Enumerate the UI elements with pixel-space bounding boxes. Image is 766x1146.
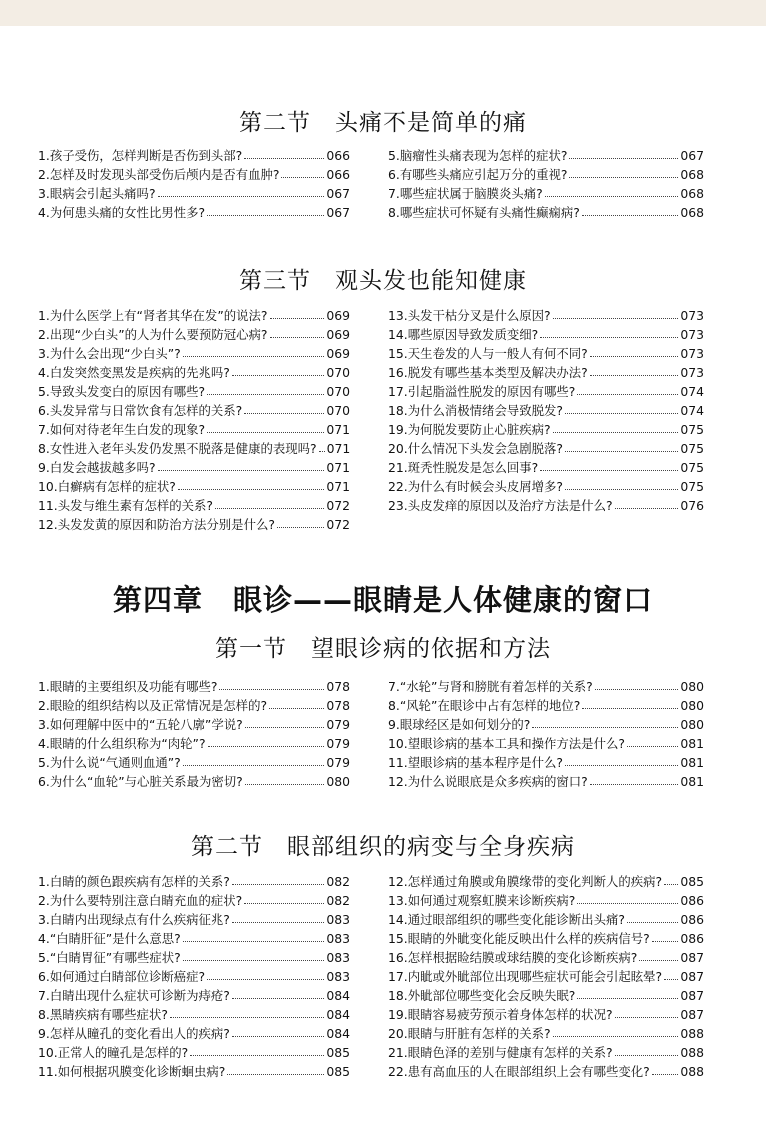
toc-entry: [388, 696, 704, 715]
toc-entry: [388, 1005, 704, 1024]
toc-page-number: 087: [680, 988, 704, 1003]
toc-question: 9.怎样从瞳孔的变化看出人的疾病?: [38, 1026, 230, 1041]
toc-leader-dots: [615, 1017, 679, 1018]
toc-page-number: 078: [326, 698, 350, 713]
toc-leader-dots: [565, 451, 678, 452]
toc-page-number: 088: [680, 1045, 704, 1060]
toc-page-number: 073: [680, 327, 704, 342]
toc-question: 17.内眦或外眦部位出现哪些症状可能会引起眩晕?: [388, 969, 663, 984]
toc-leader-dots: [582, 215, 678, 216]
toc-question: 7.白睛出现什么症状可诊断为痔疮?: [38, 988, 230, 1003]
toc-entry: [38, 325, 350, 344]
toc-entry: [38, 203, 350, 222]
toc-question: 20.什么情况下头发会急剧脱落?: [388, 441, 563, 456]
toc-entry: [38, 753, 350, 772]
toc-entry: [38, 696, 350, 715]
toc-leader-dots: [227, 1074, 324, 1075]
toc-left-column: [38, 306, 350, 534]
toc-leader-dots: [590, 375, 679, 376]
toc-question: 11.如何根据巩膜变化诊断蛔虫病?: [38, 1064, 226, 1079]
toc-leader-dots: [232, 884, 324, 885]
toc-entry: [38, 715, 350, 734]
toc-page-number: 071: [326, 422, 350, 437]
toc-leader-dots: [577, 903, 678, 904]
toc-entry: [388, 184, 704, 203]
toc-question: 6.如何通过白睛部位诊断癌症?: [38, 969, 206, 984]
toc-leader-dots: [215, 508, 324, 509]
toc-question: 9.白发会越拔越多吗?: [38, 460, 156, 475]
toc-leader-dots: [577, 998, 678, 999]
toc-question: 3.为什么会出现“少白头”?: [38, 346, 181, 361]
toc-page-number: 085: [326, 1045, 350, 1060]
toc-question: 4.“白睛肝征”是什么意思?: [38, 931, 181, 946]
toc-page-number: 080: [680, 717, 704, 732]
toc-question: 10.望眼诊病的基本工具和操作方法是什么?: [388, 736, 625, 751]
toc-question: 6.有哪些头痛应引起万分的重视?: [388, 167, 568, 182]
toc-leader-dots: [158, 470, 325, 471]
toc-leader-dots: [532, 727, 678, 728]
toc-leader-dots: [232, 922, 324, 923]
toc-leader-dots: [627, 922, 678, 923]
toc-question: 12.头发发黄的原因和防治方法分别是什么?: [38, 517, 275, 532]
toc-entry: [388, 1043, 704, 1062]
toc-leader-dots: [232, 375, 324, 376]
toc-question: 4.白发突然变黑发是疾病的先兆吗?: [38, 365, 230, 380]
toc-page-number: 069: [326, 308, 350, 323]
toc-page-number: 083: [326, 950, 350, 965]
toc-entry: [38, 306, 350, 325]
toc-leader-dots: [553, 318, 679, 319]
toc-entry: [388, 203, 704, 222]
toc-leader-dots: [582, 708, 678, 709]
toc-leader-dots: [245, 784, 325, 785]
toc-leader-dots: [565, 765, 678, 766]
toc-question: 5.导致头发变白的原因有哪些?: [38, 384, 206, 399]
toc-page-number: 085: [680, 874, 704, 889]
toc-page-number: 073: [680, 346, 704, 361]
toc-question: 7.“水轮”与肾和膀胱有着怎样的关系?: [388, 679, 593, 694]
toc-question: 19.为何脱发要防止心脏疾病?: [388, 422, 551, 437]
toc-leader-dots: [595, 689, 679, 690]
toc-leader-dots: [245, 727, 325, 728]
toc-entry: [388, 1024, 704, 1043]
toc-entry: [38, 1043, 350, 1062]
toc-page-number: 067: [326, 186, 350, 201]
toc-right-column: [388, 146, 704, 222]
section-title: 第三节 观头发也能知健康: [239, 268, 527, 294]
toc-entry: [388, 146, 704, 165]
toc-question: 2.怎样及时发现头部受伤后颅内是否有血肿?: [38, 167, 280, 182]
toc-page-number: 071: [326, 460, 350, 475]
toc-page-number: 066: [326, 167, 350, 182]
toc-right-column: [388, 872, 704, 1081]
toc-page-number: 079: [326, 717, 350, 732]
toc-leader-dots: [232, 998, 324, 999]
toc-question: 1.白睛的颜色跟疾病有怎样的关系?: [38, 874, 230, 889]
section-title: 第二节 头痛不是简单的痛: [239, 110, 527, 136]
toc-entry: [38, 734, 350, 753]
toc-page-number: 069: [326, 327, 350, 342]
toc-page-number: 081: [680, 774, 704, 789]
toc-question: 6.头发异常与日常饮食有怎样的关系?: [38, 403, 243, 418]
toc-question: 12.为什么说眼底是众多疾病的窗口?: [388, 774, 588, 789]
toc-entry: [38, 439, 350, 458]
toc-page-number: 082: [326, 893, 350, 908]
toc-question: 4.眼睛的什么组织称为“肉轮”?: [38, 736, 206, 751]
toc-leader-dots: [232, 1036, 324, 1037]
toc-page-number: 068: [680, 186, 704, 201]
toc-question: 2.出现“少白头”的人为什么要预防冠心病?: [38, 327, 268, 342]
toc-page-number: 080: [680, 679, 704, 694]
toc-page-number: 081: [680, 755, 704, 770]
chapter-title: 第四章 眼诊——眼睛是人体健康的窗口: [112, 583, 653, 617]
toc-leader-dots: [553, 432, 679, 433]
toc-left-column: [38, 677, 350, 791]
toc-leader-dots: [207, 215, 324, 216]
toc-page-number: 087: [680, 950, 704, 965]
toc-page-number: 088: [680, 1026, 704, 1041]
toc-question: 16.怎样根据睑结膜或球结膜的变化诊断疾病?: [388, 950, 638, 965]
toc-question: 8.黑睛疾病有哪些症状?: [38, 1007, 168, 1022]
toc-question: 22.患有高血压的人在眼部组织上会有哪些变化?: [388, 1064, 650, 1079]
toc-entry: [388, 772, 704, 791]
toc-page-number: 075: [680, 441, 704, 456]
toc-entry: [38, 1024, 350, 1043]
toc-leader-dots: [664, 979, 678, 980]
toc-question: 21.斑秃性脱发是怎么回事?: [388, 460, 539, 475]
toc-leader-dots: [281, 177, 324, 178]
toc-question: 3.白睛内出现绿点有什么疾病征兆?: [38, 912, 230, 927]
toc-page-number: 070: [326, 384, 350, 399]
toc-leader-dots: [540, 337, 678, 338]
toc-question: 14.通过眼部组织的哪些变化能诊断出头痛?: [388, 912, 625, 927]
toc-page-number: 070: [326, 365, 350, 380]
toc-entry: [388, 1062, 704, 1081]
toc-page-number: 071: [326, 441, 351, 456]
toc-leader-dots: [270, 318, 325, 319]
toc-question: 17.引起脂溢性脱发的原因有哪些?: [388, 384, 576, 399]
toc-page-number: 068: [680, 167, 704, 182]
toc-leader-dots: [183, 765, 325, 766]
toc-page-number: 083: [326, 931, 350, 946]
toc-entry: [388, 477, 704, 496]
toc-leader-dots: [569, 177, 678, 178]
section-title: 第二节 眼部组织的病变与全身疾病: [191, 834, 575, 860]
toc-page-number: 086: [680, 912, 704, 927]
toc-entry: [388, 677, 704, 696]
toc-question: 8.哪些症状可怀疑有头痛性癫痫病?: [388, 205, 580, 220]
toc-leader-dots: [565, 413, 678, 414]
toc-entry: [388, 165, 704, 184]
toc-entry: [38, 363, 350, 382]
toc-question: 16.脱发有哪些基本类型及解决办法?: [388, 365, 588, 380]
toc-question: 5.“白睛胃征”有哪些症状?: [38, 950, 181, 965]
toc-leader-dots: [170, 1017, 324, 1018]
toc-page-number: 075: [680, 479, 704, 494]
toc-question: 2.眼睑的组织结构以及正常情况是怎样的?: [38, 698, 268, 713]
toc-page-number: 087: [680, 1007, 704, 1022]
toc-page-number: 079: [326, 755, 350, 770]
toc-question: 11.头发与维生素有怎样的关系?: [38, 498, 213, 513]
toc-entry: [388, 325, 704, 344]
toc-entry: [388, 401, 704, 420]
toc-page-number: 073: [680, 308, 704, 323]
toc-page-number: 088: [680, 1064, 704, 1079]
toc-entry: [38, 929, 350, 948]
toc-entry: [38, 948, 350, 967]
toc-entry: [388, 891, 704, 910]
toc-leader-dots: [183, 356, 325, 357]
toc-question: 8.“风轮”在眼诊中占有怎样的地位?: [388, 698, 581, 713]
toc-entry: [38, 477, 350, 496]
toc-page-number: 076: [680, 498, 704, 513]
toc-leader-dots: [590, 784, 679, 785]
toc-question: 18.为什么消极情绪会导致脱发?: [388, 403, 563, 418]
toc-question: 15.天生卷发的人与一般人有何不同?: [388, 346, 588, 361]
toc-leader-dots: [590, 356, 679, 357]
toc-entry: [38, 401, 350, 420]
toc-entry: [38, 146, 350, 165]
toc-leader-dots: [553, 1036, 679, 1037]
toc-question: 1.孩子受伤，怎样判断是否伤到头部?: [38, 148, 243, 163]
toc-leader-dots: [269, 708, 324, 709]
toc-leader-dots: [270, 337, 325, 338]
toc-question: 3.如何理解中医中的“五轮八廓”学说?: [38, 717, 243, 732]
toc-question: 10.正常人的瞳孔是怎样的?: [38, 1045, 189, 1060]
toc-entry: [388, 715, 704, 734]
toc-entry: [38, 496, 350, 515]
toc-page-number: 072: [326, 517, 350, 532]
toc-question: 11.望眼诊病的基本程序是什么?: [388, 755, 563, 770]
toc-left-column: [38, 872, 350, 1081]
toc-page-number: 073: [680, 365, 704, 380]
toc-entry: [38, 772, 350, 791]
toc-page-number: 074: [680, 403, 704, 418]
toc-page-number: 083: [326, 912, 350, 927]
toc-question: 7.哪些症状属于脑膜炎头痛?: [388, 186, 543, 201]
toc-entry: [388, 363, 704, 382]
section-title: 第一节 望眼诊病的依据和方法: [215, 636, 551, 662]
toc-entry: [388, 929, 704, 948]
toc-leader-dots: [190, 1055, 324, 1056]
toc-entry: [388, 458, 704, 477]
toc-page-number: 084: [326, 988, 350, 1003]
toc-question: 8.女性进入老年头发仍发黑不脱落是健康的表现吗?: [38, 441, 317, 456]
toc-page-number: 072: [326, 498, 350, 513]
toc-right-column: [388, 677, 704, 791]
toc-page-number: 070: [326, 403, 350, 418]
toc-leader-dots: [277, 527, 324, 528]
toc-question: 2.为什么要特别注意白睛充血的症状?: [38, 893, 243, 908]
toc-page-number: 066: [326, 148, 350, 163]
toc-page-number: 074: [680, 384, 704, 399]
toc-entry: [38, 458, 350, 477]
toc-entry: [388, 382, 704, 401]
toc-page-number: 069: [326, 346, 350, 361]
toc-entry: [388, 872, 704, 891]
toc-question: 5.为什么说“气通则血通”?: [38, 755, 181, 770]
toc-page-number: 084: [326, 1007, 350, 1022]
toc-entry: [38, 1005, 350, 1024]
toc-page-number: 081: [680, 736, 704, 751]
toc-question: 18.外眦部位哪些变化会反映失眠?: [388, 988, 576, 1003]
toc-entry: [38, 677, 350, 696]
toc-entry: [388, 948, 704, 967]
toc-leader-dots: [183, 941, 325, 942]
toc-leader-dots: [569, 158, 678, 159]
toc-question: 13.如何通过观察虹膜来诊断疾病?: [388, 893, 576, 908]
toc-left-column: [38, 146, 350, 222]
toc-entry: [38, 344, 350, 363]
toc-page-number: 071: [326, 479, 350, 494]
toc-question: 23.头皮发痒的原因以及治疗方法是什么?: [388, 498, 613, 513]
toc-leader-dots: [639, 960, 678, 961]
toc-question: 14.哪些原因导致发质变细?: [388, 327, 539, 342]
toc-page-number: 075: [680, 422, 704, 437]
toc-question: 3.眼病会引起头痛吗?: [38, 186, 156, 201]
toc-page-number: 075: [680, 460, 704, 475]
toc-page-number: 067: [326, 205, 350, 220]
toc-leader-dots: [208, 746, 325, 747]
toc-leader-dots: [664, 884, 678, 885]
toc-entry: [38, 910, 350, 929]
toc-question: 9.眼球经区是如何划分的?: [388, 717, 531, 732]
toc-page-number: 085: [326, 1064, 350, 1079]
toc-entry: [38, 165, 350, 184]
toc-leader-dots: [244, 903, 324, 904]
toc-leader-dots: [565, 489, 678, 490]
toc-leader-dots: [319, 451, 325, 452]
toc-leader-dots: [652, 1074, 679, 1075]
toc-question: 6.为什么“血轮”与心脏关系最为密切?: [38, 774, 243, 789]
toc-leader-dots: [207, 432, 324, 433]
toc-leader-dots: [545, 196, 679, 197]
toc-entry: [38, 1062, 350, 1081]
toc-question: 12.怎样通过角膜或角膜缘带的变化判断人的疾病?: [388, 874, 663, 889]
toc-question: 4.为何患头痛的女性比男性多?: [38, 205, 206, 220]
toc-entry: [388, 734, 704, 753]
toc-leader-dots: [244, 158, 324, 159]
toc-entry: [388, 910, 704, 929]
toc-entry: [388, 420, 704, 439]
toc-entry: [388, 306, 704, 325]
toc-question: 5.脑瘤性头痛表现为怎样的症状?: [388, 148, 568, 163]
toc-question: 21.眼睛色泽的差别与健康有怎样的关系?: [388, 1045, 613, 1060]
toc-leader-dots: [615, 1055, 679, 1056]
toc-right-column: [388, 306, 704, 515]
toc-page-number: 067: [680, 148, 704, 163]
toc-entry: [388, 753, 704, 772]
toc-page-number: 086: [680, 931, 704, 946]
toc-page-number: 087: [680, 969, 704, 984]
toc-entry: [388, 496, 704, 515]
toc-entry: [388, 439, 704, 458]
toc-leader-dots: [183, 960, 325, 961]
toc-page-number: 079: [326, 736, 350, 751]
toc-entry: [38, 891, 350, 910]
page-top-band: [0, 0, 766, 26]
toc-entry: [38, 967, 350, 986]
toc-leader-dots: [652, 941, 679, 942]
toc-question: 20.眼睛与肝脏有怎样的关系?: [388, 1026, 551, 1041]
toc-leader-dots: [207, 394, 324, 395]
toc-question: 1.眼睛的主要组织及功能有哪些?: [38, 679, 218, 694]
toc-leader-dots: [627, 746, 678, 747]
toc-question: 7.如何对待老年生白发的现象?: [38, 422, 206, 437]
toc-entry: [38, 986, 350, 1005]
toc-question: 1.为什么医学上有“肾者其华在发”的说法?: [38, 308, 268, 323]
toc-entry: [38, 515, 350, 534]
toc-leader-dots: [540, 470, 678, 471]
toc-question: 15.眼睛的外眦变化能反映出什么样的疾病信号?: [388, 931, 650, 946]
toc-page-number: 078: [326, 679, 350, 694]
toc-leader-dots: [219, 689, 324, 690]
toc-leader-dots: [207, 979, 324, 980]
toc-page-number: 084: [326, 1026, 350, 1041]
toc-entry: [388, 344, 704, 363]
toc-entry: [388, 967, 704, 986]
toc-question: 19.眼睛容易疲劳预示着身体怎样的状况?: [388, 1007, 613, 1022]
toc-entry: [38, 184, 350, 203]
toc-leader-dots: [577, 394, 678, 395]
toc-entry: [388, 986, 704, 1005]
toc-page-number: 083: [326, 969, 350, 984]
toc-page-number: 068: [680, 205, 704, 220]
toc-leader-dots: [615, 508, 679, 509]
toc-question: 10.白癣病有怎样的症状?: [38, 479, 176, 494]
toc-page-number: 080: [326, 774, 350, 789]
toc-question: 22.为什么有时候会头皮屑增多?: [388, 479, 563, 494]
toc-page-number: 082: [326, 874, 350, 889]
toc-entry: [38, 420, 350, 439]
toc-page-number: 086: [680, 893, 704, 908]
toc-leader-dots: [158, 196, 325, 197]
toc-leader-dots: [244, 413, 324, 414]
toc-entry: [38, 872, 350, 891]
toc-question: 13.头发干枯分叉是什么原因?: [388, 308, 551, 323]
toc-page-number: 080: [680, 698, 704, 713]
toc-entry: [38, 382, 350, 401]
toc-leader-dots: [178, 489, 325, 490]
